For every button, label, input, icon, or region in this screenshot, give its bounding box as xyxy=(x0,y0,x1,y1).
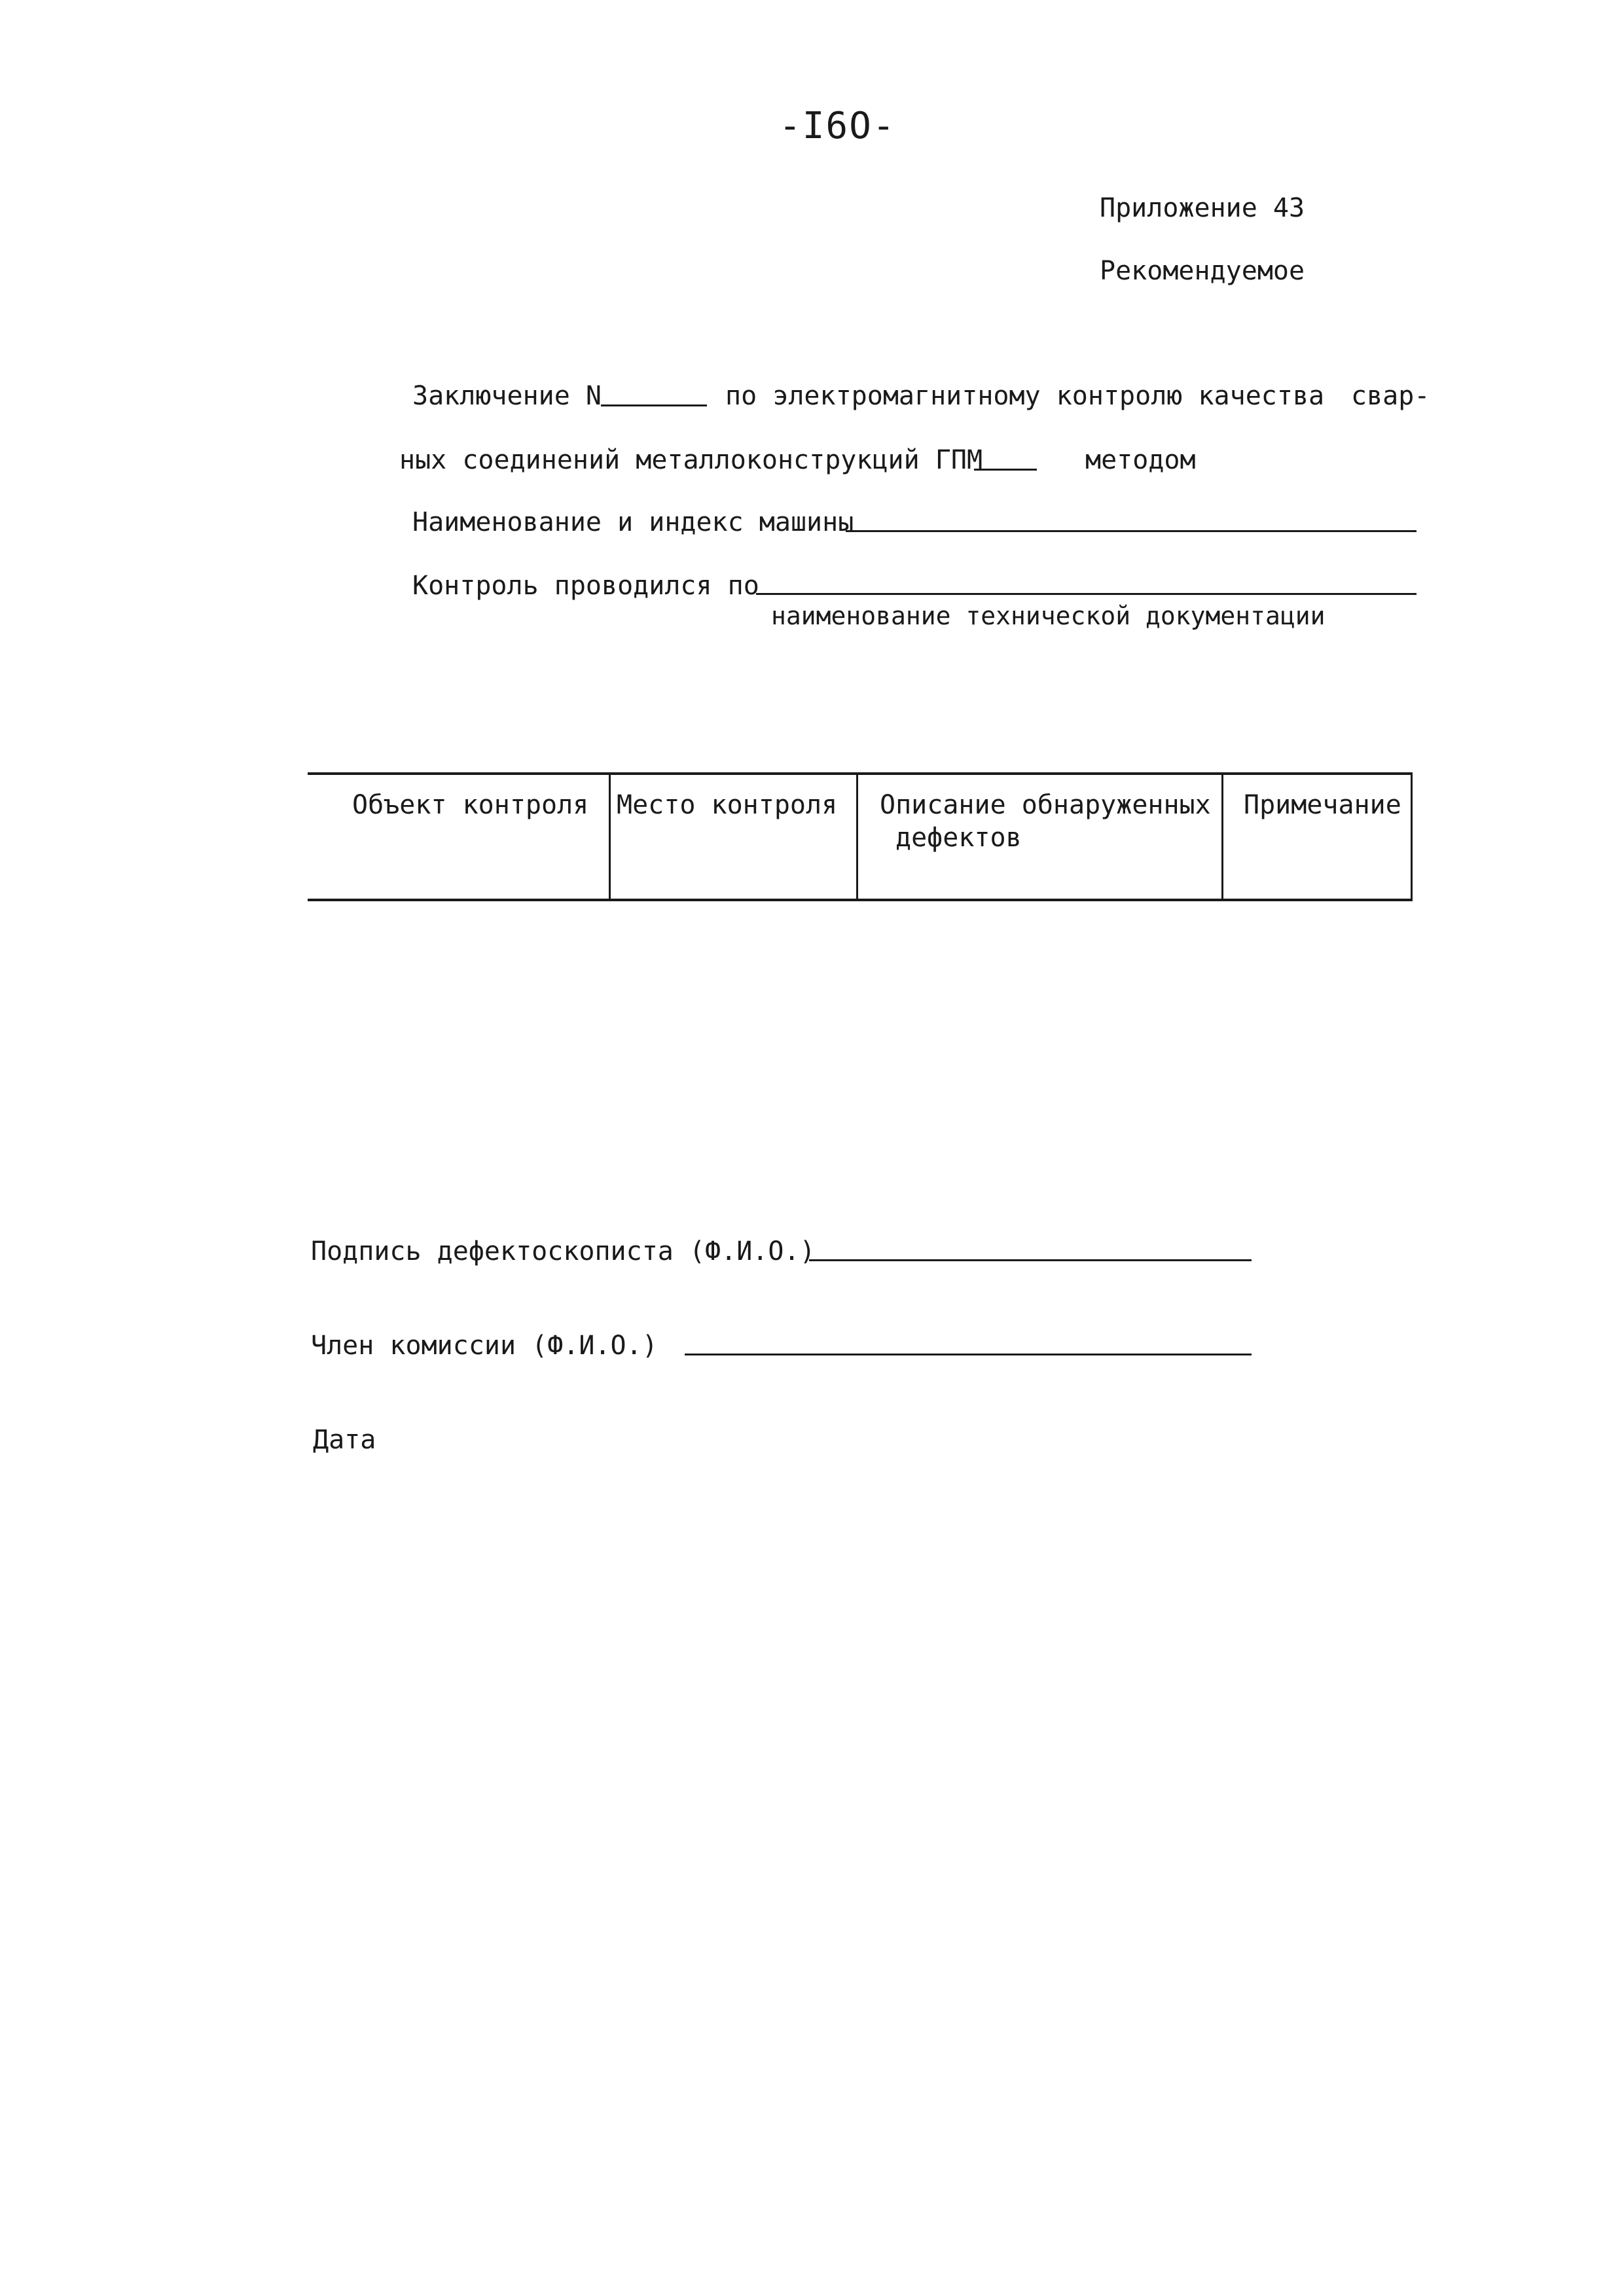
header-defects-description: Описание обнаруженных xyxy=(880,790,1211,820)
machine-name-blank[interactable] xyxy=(846,530,1416,532)
welded-joints-text: ных соединений металлоконструкций ГПМ xyxy=(399,445,983,475)
recommended-label: Рекомендуемое xyxy=(1100,256,1305,286)
commission-member-blank[interactable] xyxy=(685,1354,1252,1355)
conclusion-number-blank[interactable] xyxy=(601,404,707,406)
machine-name-label: Наименование и индекс машины xyxy=(412,507,854,537)
gpm-blank[interactable] xyxy=(974,469,1037,471)
date-label: Дата xyxy=(313,1425,376,1455)
control-basis-hint: наименование технической документации xyxy=(771,601,1326,630)
header-defects-description-cont: дефектов xyxy=(895,823,1022,853)
header-control-place: Место контроля xyxy=(617,790,838,820)
inspector-signature-label: Подпись дефектоскописта (Ф.И.О.) xyxy=(311,1236,816,1266)
conclusion-hyphenation: свар- xyxy=(1351,381,1430,411)
table-top-border xyxy=(308,772,1413,775)
table-divider-1 xyxy=(609,772,611,901)
defects-table xyxy=(308,772,1413,901)
table-divider-3 xyxy=(1221,772,1223,901)
inspector-signature-blank[interactable] xyxy=(809,1259,1252,1261)
conclusion-subject: по электромагнитному контролю качества xyxy=(725,381,1325,411)
page-number: -I6O- xyxy=(779,105,896,147)
conclusion-number-label: Заключение N xyxy=(412,381,602,411)
header-note: Примечание xyxy=(1244,790,1401,820)
commission-member-label: Член комиссии (Ф.И.О.) xyxy=(311,1331,658,1361)
table-divider-2 xyxy=(856,772,858,901)
header-control-object: Объект контроля xyxy=(352,790,589,820)
table-right-border xyxy=(1411,772,1413,901)
table-bottom-border xyxy=(308,899,1413,901)
control-basis-label: Контроль проводился по xyxy=(412,571,759,601)
appendix-label: Приложение 43 xyxy=(1100,193,1305,223)
control-basis-blank[interactable] xyxy=(756,593,1416,595)
method-label: методом xyxy=(1085,445,1196,475)
